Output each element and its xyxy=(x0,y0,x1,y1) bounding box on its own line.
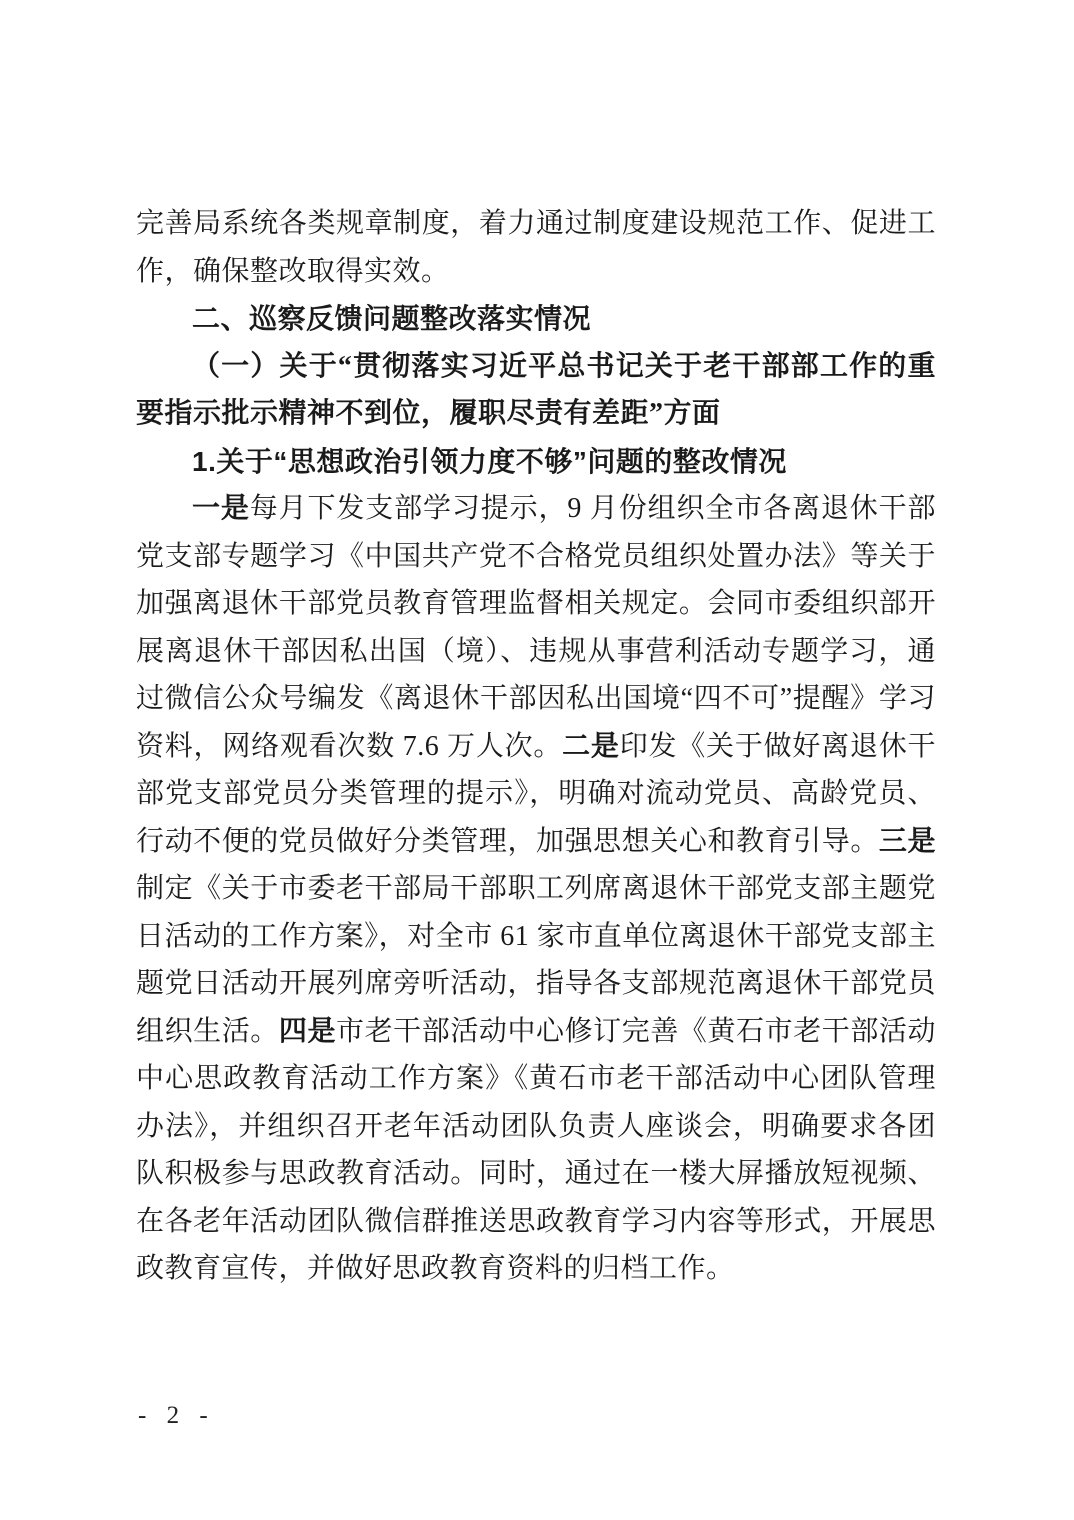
paragraph-continuation xyxy=(136,200,936,295)
emphasis-text-segment: 二是 xyxy=(562,730,620,762)
paragraph-section-heading xyxy=(136,295,936,343)
text-segment: 完善局系统各类规章制度，着力通过制度建设规范工作、促进工作，确保整改取得实效。 xyxy=(136,208,936,287)
document-body xyxy=(136,200,936,1293)
page-number: - 2 - xyxy=(138,1402,215,1429)
emphasis-text-segment: 一是 xyxy=(192,493,250,524)
emphasis-text-segment: 三是 xyxy=(878,825,936,857)
paragraph-item-heading xyxy=(136,438,936,486)
paragraph-main-body xyxy=(136,485,936,1293)
emphasis-text-segment: 四是 xyxy=(278,1015,337,1047)
text-segment: 印发《关于做好离退休干部党支部党员分类管理的提示》，明确对流动党员、高龄党员、行动不便的党员做好分类管理，加强思想关心和教育引导。 xyxy=(136,730,936,857)
text-segment: 每月下发支部学习提示，9 月份组织全市各离退休干部党支部专题学习《中国共产党不合格党员组织处置办法》等关于加强离退休干部党员教育管理监督相关规定。会同市委组织部开展离退休干部因私出国（境）、违规从事营利活动专题学习，通过微信公众号编发《离退休干部因私出国境“四不可”提醒》学习资料，网络观看次数 7.6 万人次。 xyxy=(136,493,936,762)
text-segment: 市老干部活动中心修订完善《黄石市老干部活动中心思政教育活动工作方案》《黄石市老干部活动中心团队管理办法》，并组织召开老年活动团队负责人座谈会，明确要求各团队积极参与思政教育活动。同时，通过在一楼大屏播放短视频、在各老年活动团队微信群推送思政教育学习内容等形式，开展思政教育宣传，并做好思政教育资料的归档工作。 xyxy=(136,1015,936,1284)
emphasis-text-segment: （一）关于“贯彻落实习近平总书记关于老干部部工作的重要指示批示精神不到位，履职尽责有差距”方面 xyxy=(136,350,936,429)
paragraph-subsection-heading xyxy=(136,343,936,438)
emphasis-text-segment: 二、巡察反馈问题整改落实情况 xyxy=(192,303,592,334)
emphasis-text-segment: 1.关于“思想政治引领力度不够”问题的整改情况 xyxy=(192,445,787,477)
text-segment: 制定《关于市委老干部局干部职工列席离退休干部党支部主题党日活动的工作方案》，对全市 61 家市直单位离退休干部党支部主题党日活动开展列席旁听活动，指导各支部规范离退休干部党员组织生活。 xyxy=(136,873,936,1047)
